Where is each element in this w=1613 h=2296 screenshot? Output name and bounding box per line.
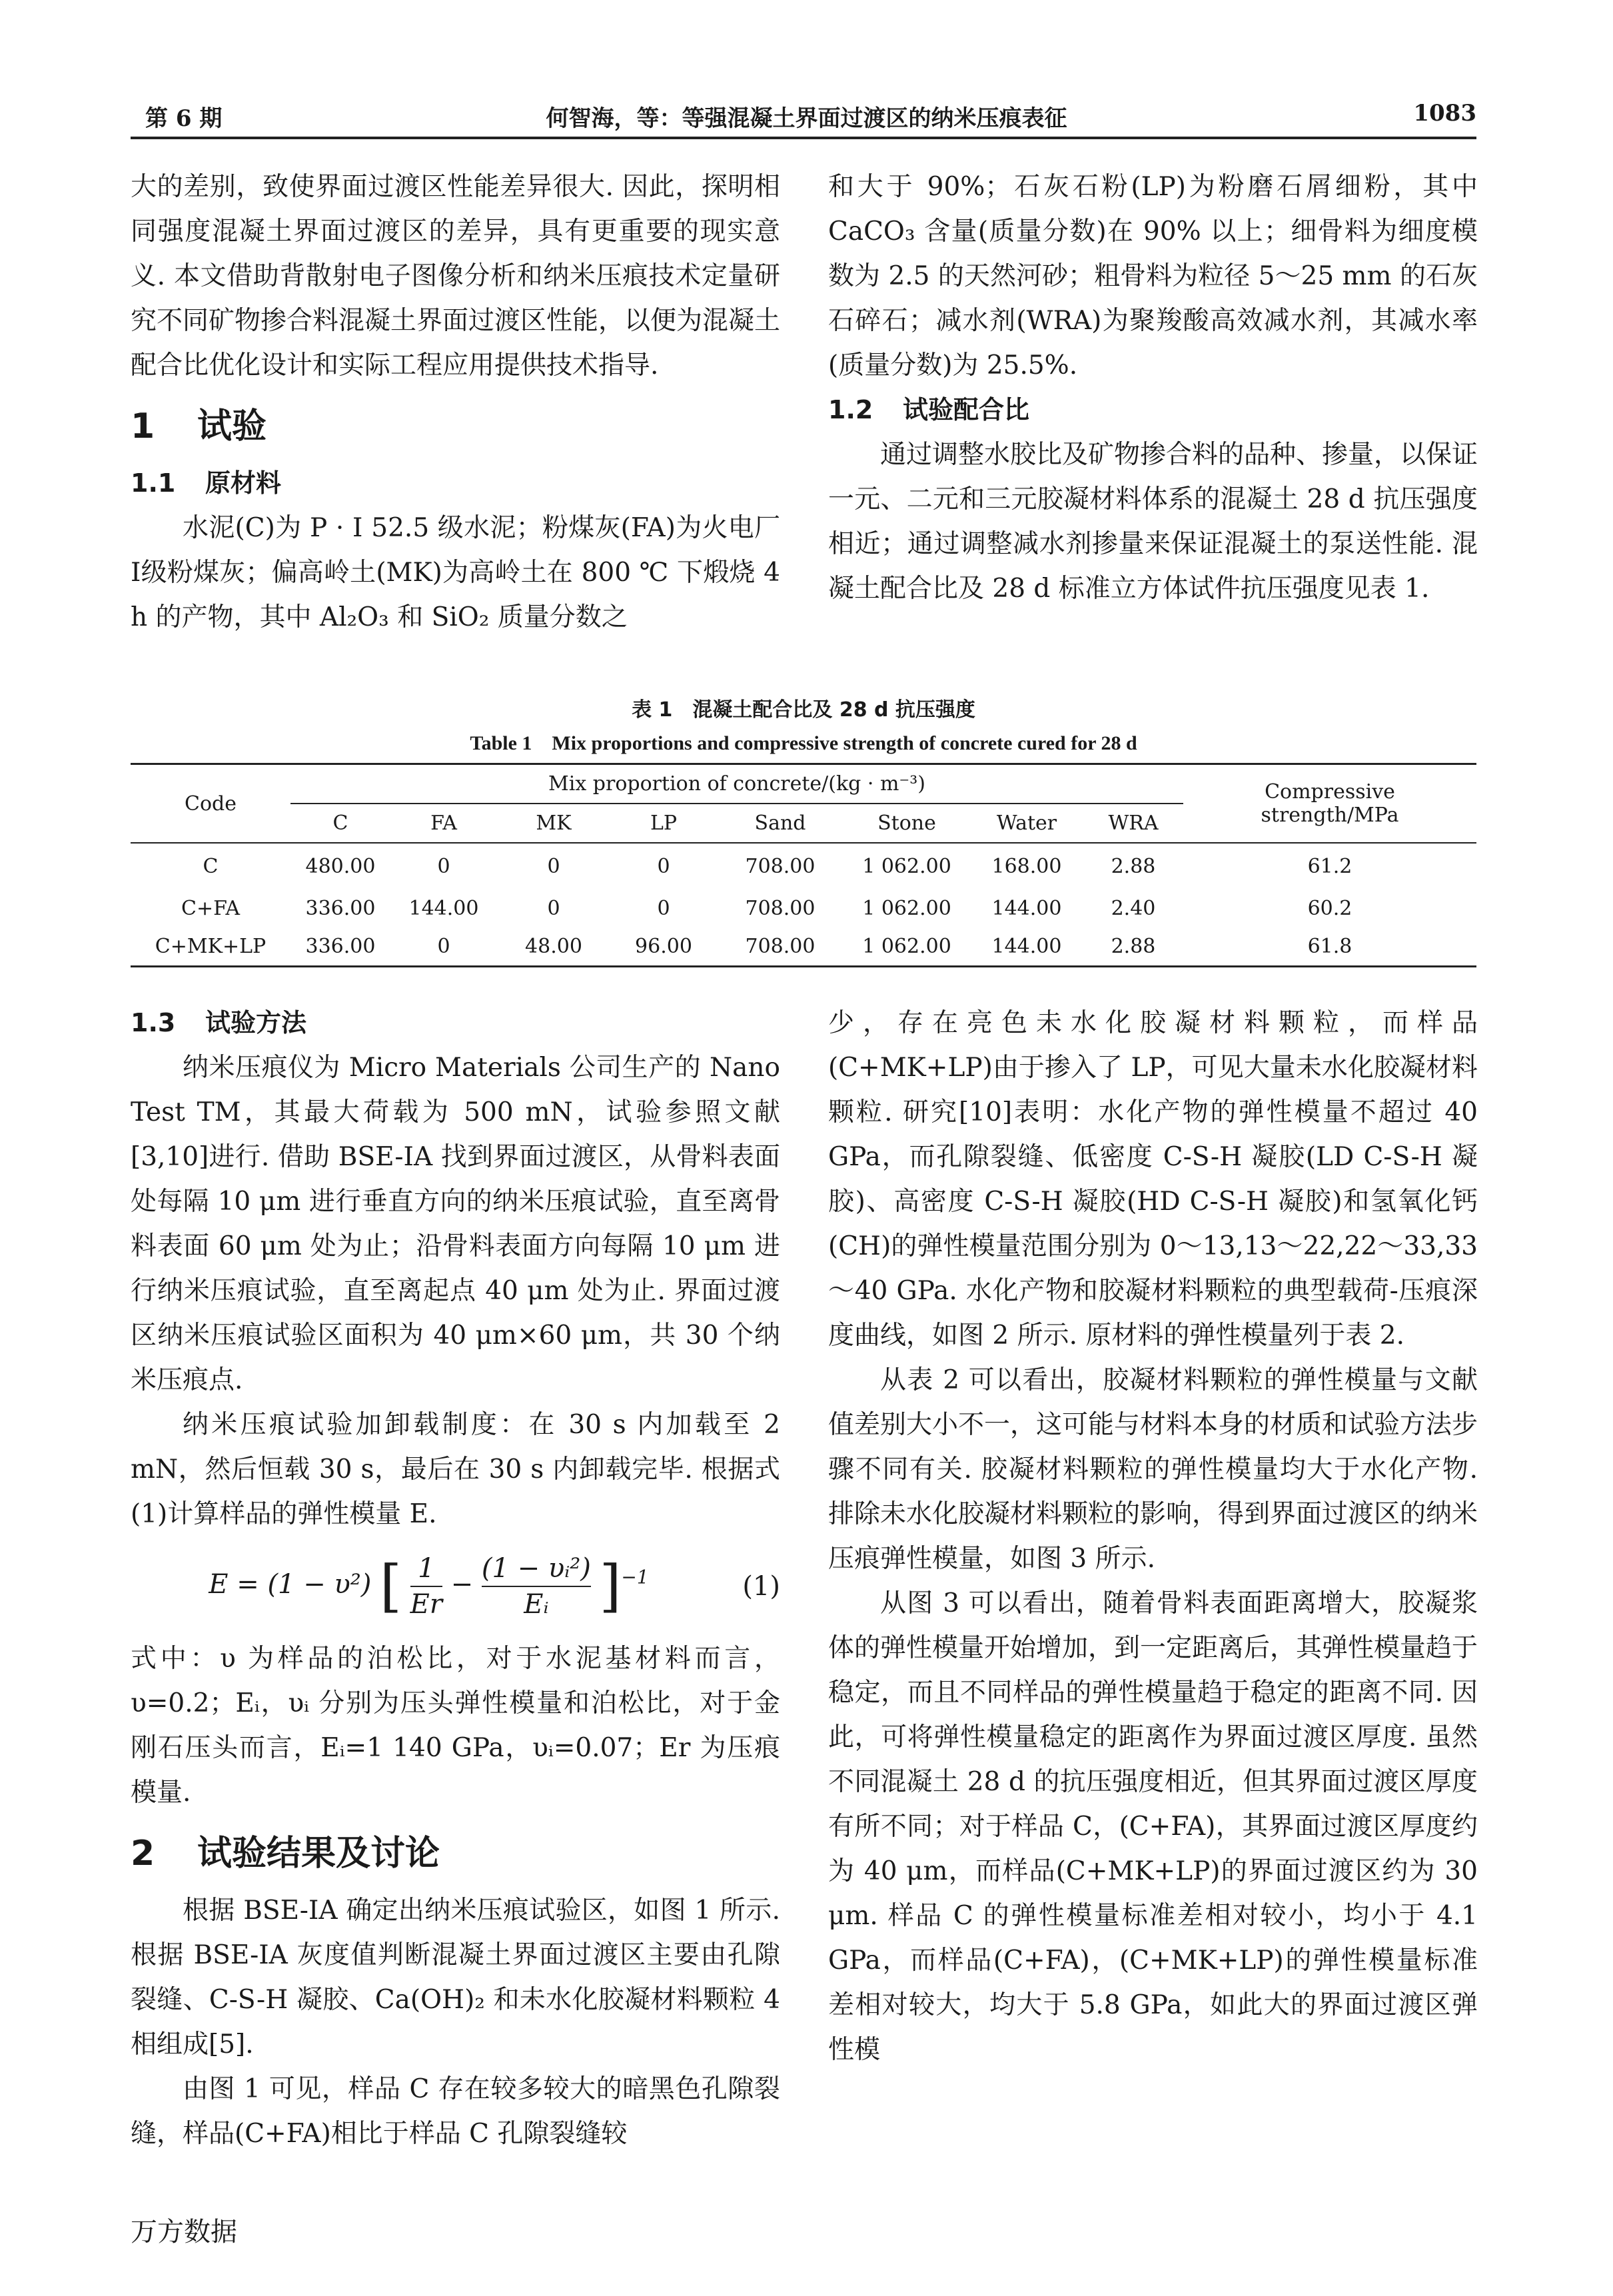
subsection-number: 1.3 [131,1008,176,1037]
table-subheader: Sand [717,804,843,843]
table-cell-strength: 61.2 [1307,855,1352,878]
table-subheader: Water [970,804,1083,843]
running-title: 何智海，等：等强混凝土界面过渡区的纳米压痕表征 [546,105,1067,132]
paragraph-intro: 大的差别，致使界面过渡区性能差异很大. 因此，探明相同强度混凝土界面过渡区的差异，具有更重要的现实意义. 本文借助背散射电子图像分析和纳米压痕技术定量研究不同矿物掺合料混凝土界面过渡区性能，以便为混凝土配合比优化设计和实际工程应用提供技术指导. [131,172,781,380]
equation-minus: − [450,1569,474,1600]
subsection-number: 1.1 [131,468,176,498]
table-cell: 336.00 [305,897,376,920]
table-cell: 336.00 [290,927,390,967]
equation-body [131,1551,727,1622]
equation-1 [131,1536,780,1636]
equation-lhs: E = (1 − υ²) [209,1569,372,1600]
journal-issue: 第 6 期 [145,105,223,132]
right-column-top [828,165,1478,611]
section-title: 试验 [197,406,267,446]
paragraph-materials-cont: 和大于 90%；石灰石粉(LP)为粉磨石屑细粉，其中 CaCO₃ 含量(质量分数)在 90% 以上；细骨料为细度模数为 2.5 的天然河砂；粗骨料为粒径 5～25 mm 的石灰石碎石；减水剂(WRA)为聚羧酸高效减水剂，其减水率(质量分数)为 25.5%. [828,172,1478,380]
subsection-heading-1-2 [828,388,1478,432]
table-cell: 0 [437,855,450,878]
table-cell: 48.00 [497,927,610,967]
table-cell: 2.40 [1111,897,1156,920]
table-subheader: WRA [1083,804,1183,843]
equation-number: (1) [742,1570,780,1602]
table-cell: 480.00 [305,855,376,878]
table-subheader: Stone [843,804,970,843]
table-cell-code: C [203,855,219,878]
table-cell: 1 062.00 [862,897,951,920]
table-cell-strength: 60.2 [1307,897,1352,920]
table-caption-cn: 表 1 混凝土配合比及 28 d 抗压强度 [632,698,975,722]
table-cell: 708.00 [745,897,815,920]
table-subheader: MK [497,804,610,843]
page-number: 1083 [1413,100,1476,127]
right-column-bottom [828,1001,1478,2072]
subsection-title: 原材料 [205,468,282,498]
table-header-mix: Mix proportion of concrete/(kg · m⁻³) [290,764,1183,804]
table-cell: 144.00 [970,927,1083,967]
table-cell: 2.88 [1083,927,1183,967]
table-row [131,927,1476,967]
section-heading-2 [131,1824,780,1883]
fraction-numerator: 1 [418,1553,435,1584]
table-header-code: Code [131,764,290,844]
paragraph-fig3: 从图 3 可以看出，随着骨料表面距离增大，胶凝浆体的弹性模量开始增加，到一定距离后，其弹性模量趋于稳定，而且不同样品的弹性模量趋于稳定的距离不同. 因此，可将弹性模量稳定的距离作为界面过渡区厚度. 虽然不同混凝土 28 d 的抗压强度相近，但其界面过渡区厚度有所不同；对于样品 C，(C+FA)，其界面过渡区厚度约为 40 μm，而样品(C+MK+LP)的界面过渡区约为 30 μm. 样品 C 的弹性模量标准差相对较小，均小于 4.1 GPa，而样品(C+FA)，(C+MK+LP)的弹性模量标准差相对较大，均大于 5.8 GPa，如此大的界面过渡区弹性模 [828,1588,1478,2065]
fraction-2 [482,1551,591,1622]
paragraph-where: 式中：υ 为样品的泊松比，对于水泥基材料而言，υ=0.2；Eᵢ，υᵢ 分别为压头弹性模量和泊松比，对于金刚石压头而言，Eᵢ=1 140 GPa，υᵢ=0.07；Er 为压痕模量. [131,1644,780,1808]
paragraph-loading: 纳米压痕试验加卸载制度：在 30 s 内加载至 2 mN，然后恒载 30 s，最后在 30 s 内卸载完毕. 根据式(1)计算样品的弹性模量 E. [131,1410,780,1529]
table-row [131,889,1476,927]
mix-proportion-table [131,763,1476,967]
table-cell: 0 [547,855,560,878]
table-row [131,843,1476,889]
fraction-numerator: (1 − υᵢ²) [481,1553,591,1584]
fraction-denominator: Eᵢ [482,1586,591,1622]
subsection-title: 试验配合比 [903,395,1030,424]
table-caption-en: Table 1 Mix proportions and compressive strength of concrete cured for 28 d [470,732,1137,754]
paragraph-fig1-cont: 少，存在亮色未水化胶凝材料颗粒，而样品(C+MK+LP)由于掺入了 LP，可见大量未水化胶凝材料颗粒. 研究[10]表明：水化产物的弹性模量不超过 40 GPa，而孔隙裂缝、低密度 C-S-H 凝胶(LD C-S-H 凝胶)、高密度 C-S-H 凝胶(HD C-S-H 凝胶)和氢氧化钙(CH)的弹性模量范围分别为 0～13,13～22,22～33,33～40 GPa. 水化产物和胶凝材料颗粒的典型载荷-压痕深度曲线，如图 2 所示. 原材料的弹性模量列于表 2. [828,1008,1478,1351]
left-column-bottom [131,1001,780,2156]
subsection-heading-1-1 [131,461,780,506]
left-bracket: [ [380,1553,402,1619]
table-cell: 0 [657,897,670,920]
table-cell-strength: 61.8 [1183,927,1476,967]
watermark: 万方数据 [131,2217,237,2247]
table-header-strength: Compressive strength/MPa [1183,764,1476,844]
section-number: 1 [131,406,155,446]
table-cell: 144.00 [408,897,479,920]
table-cell: 0 [390,927,497,967]
paragraph-materials: 水泥(C)为 P · Ⅰ 52.5 级水泥；粉煤灰(FA)为火电厂Ⅰ级粉煤灰；偏高岭土(MK)为高岭土在 800 ℃ 下煅烧 4 h 的产物，其中 Al₂O₃ 和 SiO₂ 质量分数之 [131,513,780,632]
table-cell: 1 062.00 [843,927,970,967]
subsection-number: 1.2 [828,395,873,424]
table-cell: 2.88 [1111,855,1156,878]
paragraph-mix: 通过调整水胶比及矿物掺合料的品种、掺量，以保证一元、二元和三元胶凝材料体系的混凝土 28 d 抗压强度相近；通过调整减水剂掺量来保证混凝土的泵送性能. 混凝土配合比及 28 d 标准立方体试件抗压强度见表 1. [828,440,1478,604]
header-rule [131,137,1476,139]
table-cell: 0 [547,897,560,920]
table-cell: 708.00 [745,855,815,878]
table-subheader: C [290,804,390,843]
table-cell: 96.00 [610,927,717,967]
subsection-title: 试验方法 [205,1008,307,1037]
paragraph-bse: 根据 BSE-IA 确定出纳米压痕试验区，如图 1 所示. 根据 BSE-IA 灰度值判断混凝土界面过渡区主要由孔隙裂缝、C-S-H 凝胶、Ca(OH)₂ 和未水化胶凝材料颗粒 4 相组成[5]. [131,1896,780,2059]
paragraph-table2: 从表 2 可以看出，胶凝材料颗粒的弹性模量与文献值差别大小不一，这可能与材料本身的材质和试验方法步骤不同有关. 胶凝材料颗粒的弹性模量均大于水化产物. 排除未水化胶凝材料颗粒的影响，得到界面过渡区的纳米压痕弹性模量，如图 3 所示. [828,1365,1478,1574]
table-cell: 1 062.00 [862,855,951,878]
paragraph-method: 纳米压痕仪为 Micro Materials 公司生产的 Nano Test TM，其最大荷载为 500 mN，试验参照文献[3,10]进行. 借助 BSE-IA 找到界面过渡区，从骨料表面处每隔 10 μm 进行垂直方向的纳米压痕试验，直至离骨料表面 60 μm 处为止；沿骨料表面方向每隔 10 μm 进行纳米压痕试验，直至离起点 40 μm 处为止. 界面过渡区纳米压痕试验区面积为 40 μm×60 μm，共 30 个纳米压痕点. [131,1053,780,1395]
section-number: 2 [131,1834,155,1874]
section-heading-1 [131,397,780,456]
fraction-denominator: Er [410,1586,442,1622]
fraction-1 [410,1551,442,1622]
table-cell: 0 [657,855,670,878]
table-cell-code: C+FA [181,897,240,920]
paragraph-fig1: 由图 1 可见，样品 C 存在较多较大的暗黑色孔隙裂缝，样品(C+FA)相比于样品 C 孔隙裂缝较 [131,2074,780,2149]
table-cell: 168.00 [991,855,1062,878]
section-title: 试验结果及讨论 [197,1834,440,1874]
right-bracket: ] [599,1553,622,1619]
subsection-heading-1-3 [131,1001,780,1045]
table-subheader: LP [610,804,717,843]
left-column-top [131,165,780,640]
table-cell-code: C+MK+LP [131,927,290,967]
table-subheader: FA [390,804,497,843]
equation-exponent: −1 [621,1566,649,1588]
table-cell: 708.00 [717,927,843,967]
table-cell: 144.00 [991,897,1062,920]
